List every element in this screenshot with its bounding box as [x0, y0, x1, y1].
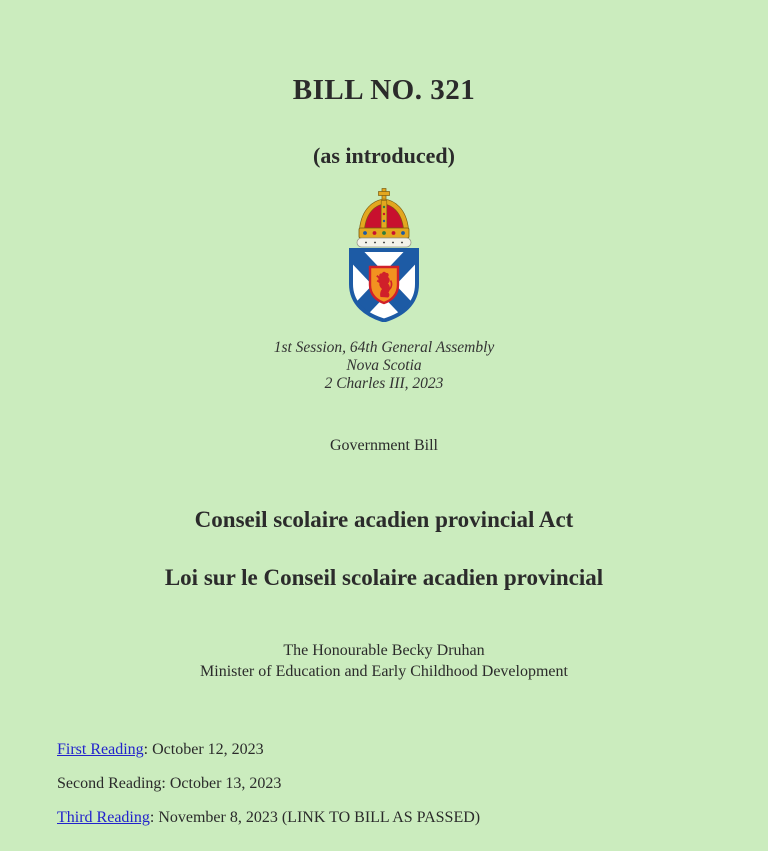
shield-icon [348, 247, 420, 322]
second-reading-row [57, 776, 768, 792]
bill-type-label: Government Bill [330, 437, 438, 454]
nova-scotia-coat-of-arms-icon [0, 187, 768, 322]
bill-number-heading: BILL NO. 321 [292, 74, 476, 106]
sponsor-info [0, 640, 768, 682]
bill-title-english: Conseil scolaire acadien provincial Act [194, 507, 574, 532]
first-reading-date: : October 12, 2023 [143, 741, 264, 758]
sponsor-role: Minister of Education and Early Childhood Development [200, 663, 568, 680]
stage-note: (as introduced) [313, 143, 455, 168]
second-reading-date: : October 13, 2023 [161, 775, 282, 792]
session-line-1: 1st Session, 64th General Assembly [273, 339, 495, 356]
session-line-2: Nova Scotia [346, 357, 422, 374]
third-reading-date: : November 8, 2023 (LINK TO BILL AS PASSED) [149, 809, 481, 826]
third-reading-row [57, 810, 768, 826]
crown-icon [357, 189, 411, 248]
session-line-3: 2 Charles III, 2023 [324, 375, 444, 392]
first-reading-row [57, 742, 768, 758]
session-info [0, 339, 768, 393]
second-reading-label: Second Reading [57, 775, 162, 792]
readings-list [0, 742, 768, 826]
bill-title-french: Loi sur le Conseil scolaire acadien provincial [164, 565, 604, 590]
first-reading-link[interactable]: First Reading [57, 741, 144, 758]
third-reading-link[interactable]: Third Reading [57, 809, 150, 826]
sponsor-name: The Honourable Becky Druhan [283, 642, 485, 659]
